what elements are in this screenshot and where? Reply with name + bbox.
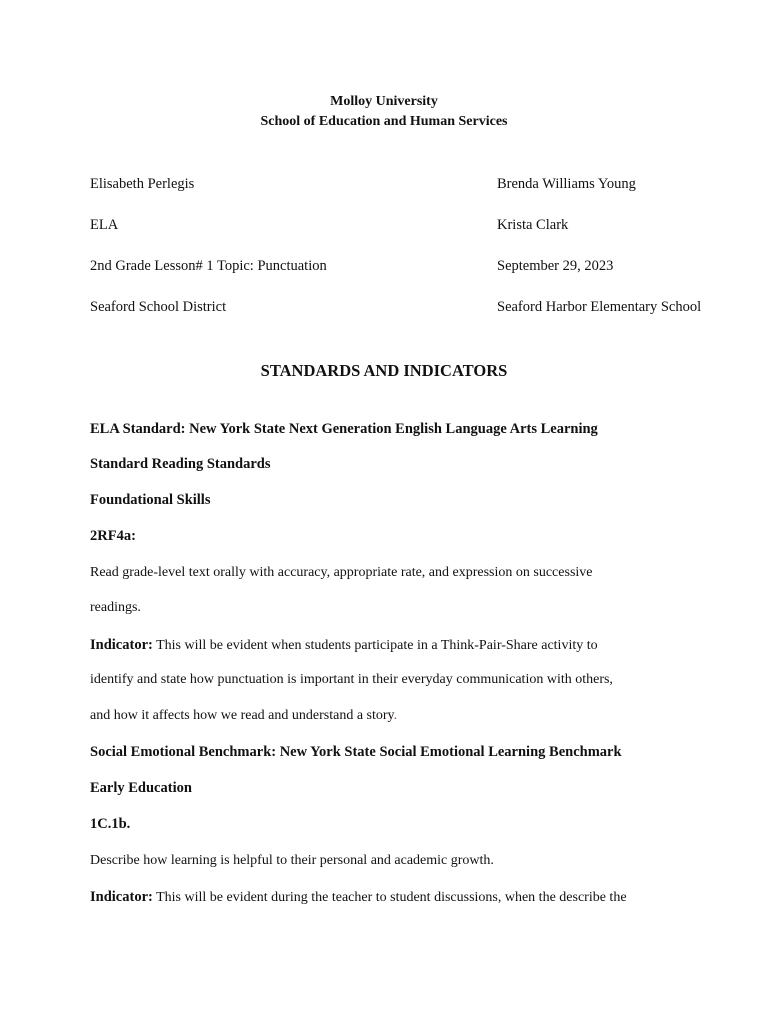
ela-indicator-line3: and how it affects how we read and understand a story — [90, 708, 394, 723]
university-name: Molloy University — [330, 94, 438, 109]
foundational-skills: Foundational Skills — [90, 492, 211, 508]
school-name-field: Seaford Harbor Elementary School — [497, 299, 702, 315]
ela-indicator-text: This will be evident when students participate in a Think-Pair-Share activity to — [152, 638, 598, 653]
section-title: STANDARDS AND INDICATORS — [260, 361, 508, 380]
ela-desc-line1: Read grade-level text orally with accuracy, appropriate rate, and expression on successive — [90, 565, 593, 580]
sel-desc: Describe how learning is helpful to their personal and academic growth. — [90, 853, 494, 868]
ela-indicator-line2: identify and state how punctuation is important in their everyday communication with others, — [90, 672, 613, 687]
lesson-topic: 2nd Grade Lesson# 1 Topic: Punctuation — [90, 258, 327, 274]
sel-indicator-text: This will be evident during the teacher to student discussions, when the describe the — [152, 890, 627, 905]
ela-indicator-period: . — [393, 708, 398, 723]
ela-standard-line2: Standard Reading Standards — [90, 456, 271, 472]
professor-name: Brenda Williams Young — [497, 176, 636, 192]
sel-indicator-label: Indicator: — [90, 889, 153, 905]
lesson-date: September 29, 2023 — [497, 258, 614, 274]
ela-indicator-label: Indicator: — [90, 637, 153, 653]
school-name: School of Education and Human Services — [260, 114, 508, 129]
sel-benchmark-line1: Social Emotional Benchmark: New York State Social Emotional Learning Benchmark — [90, 744, 622, 760]
ela-indicator — [90, 637, 598, 654]
student-name: Elisabeth Perlegis — [90, 176, 195, 192]
ela-indicator-line3-wrap — [90, 708, 397, 724]
sel-benchmark-line2: Early Education — [90, 780, 192, 796]
subject: ELA — [90, 217, 119, 233]
cooperating-teacher: Krista Clark — [497, 217, 569, 233]
ela-desc-line2: readings. — [90, 600, 141, 615]
sel-indicator — [90, 889, 627, 906]
ela-code: 2RF4a: — [90, 528, 136, 544]
school-district: Seaford School District — [90, 299, 227, 315]
sel-code: 1C.1b. — [90, 816, 131, 832]
ela-standard-line1: ELA Standard: New York State Next Generation English Language Arts Learning — [90, 421, 598, 437]
